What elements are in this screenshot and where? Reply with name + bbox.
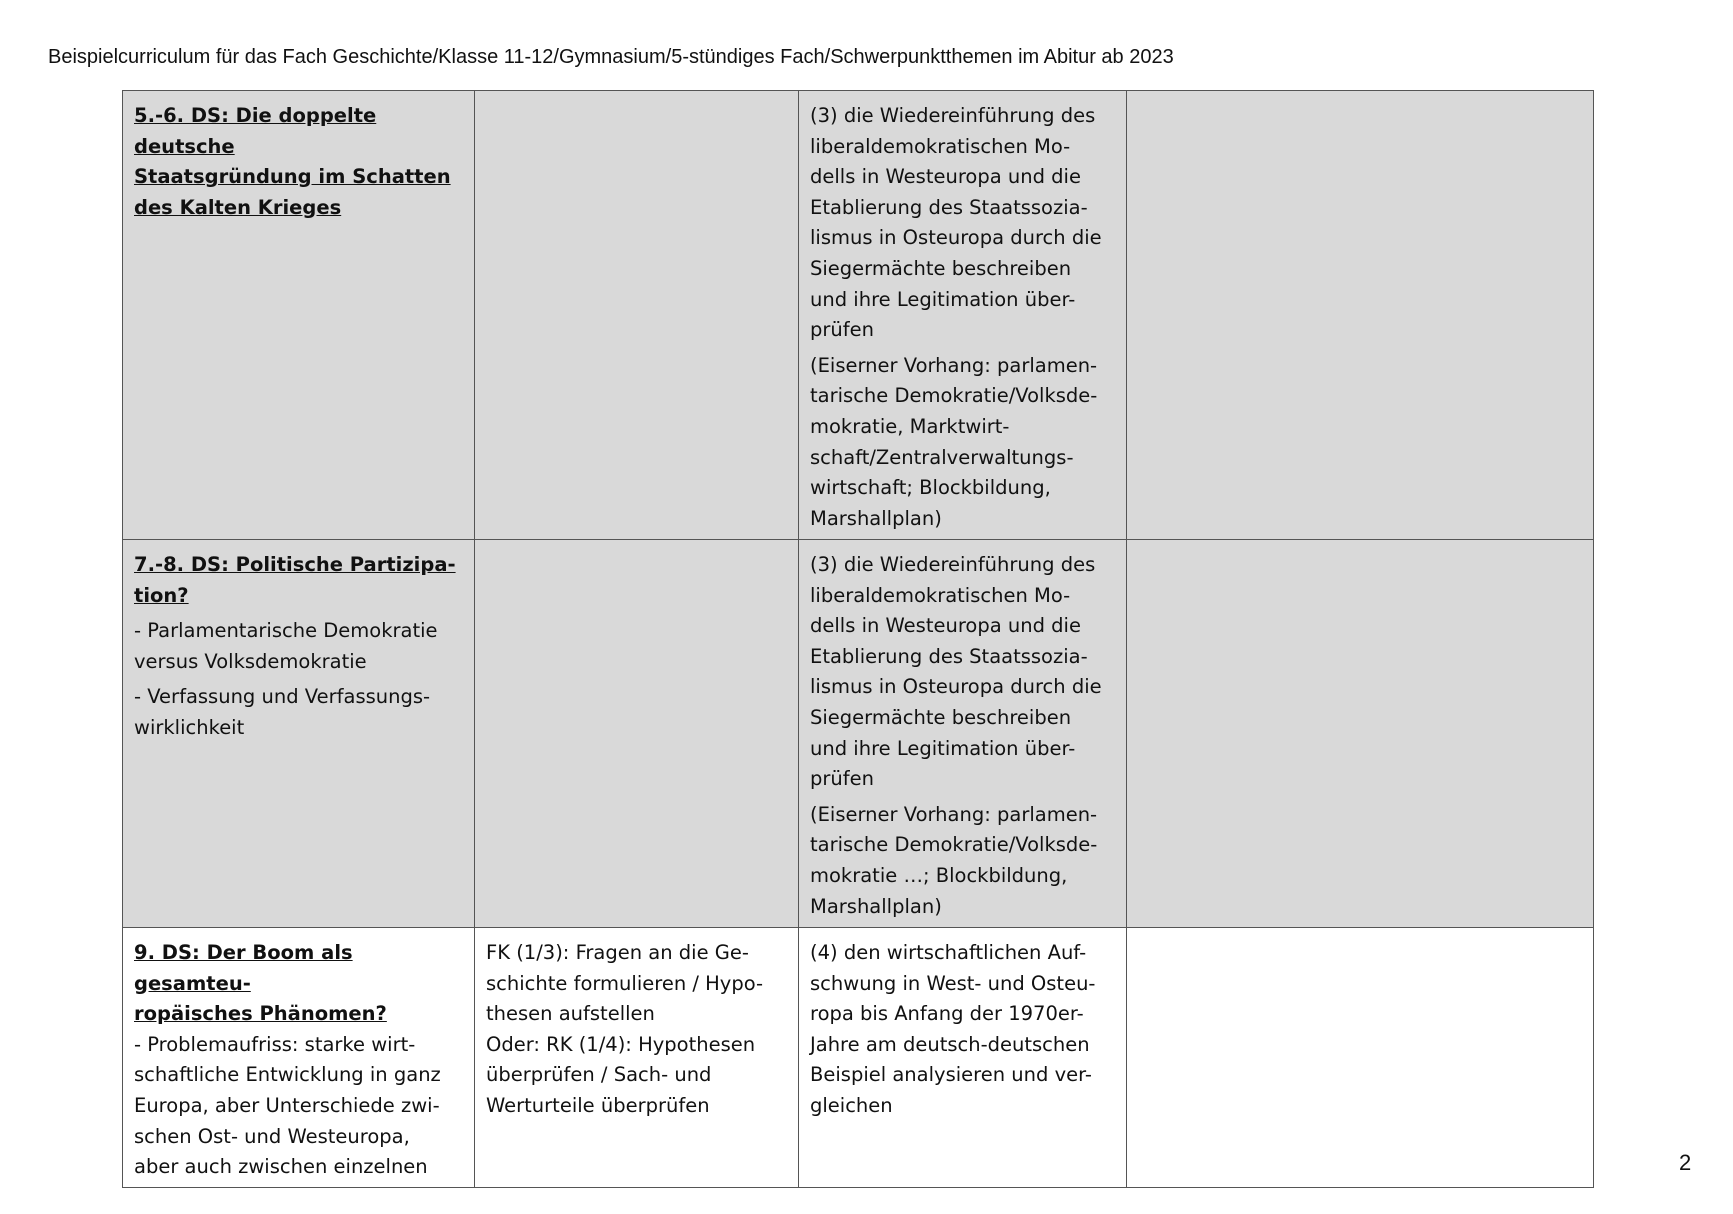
- table-row: [123, 928, 1594, 1188]
- topic-title: 7.-8. DS: Politische Partizipa- tion?: [134, 553, 456, 607]
- notes-cell: [1127, 91, 1594, 540]
- notes-cell: [1127, 540, 1594, 928]
- topic-cell: [123, 91, 475, 540]
- standard-note: (Eiserner Vorhang: parlamen- tarische Demokratie/Volksde- mokratie, Marktwirt- schaft/Zentralverwaltungs- wirtschaft; Blockbildung, Marshallplan): [810, 353, 1098, 530]
- page-number: 2: [1679, 1150, 1692, 1175]
- standard-cell: [799, 928, 1127, 1188]
- topic-title: 9. DS: Der Boom als gesamteu- ropäisches Phänomen?: [134, 941, 387, 1026]
- topic-body: - Problemaufriss: starke wirt- schaftliche Entwicklung in ganz Europa, aber Unterschiede zwi- schen Ost- und Westeuropa, aber auch zwischen einzelnen: [134, 1032, 441, 1179]
- page-header: Beispielcurriculum für das Fach Geschichte/Klasse 11-12/Gymnasium/5-stündiges Fach/Schwerpunktthemen im Abitur ab 2023: [48, 46, 1174, 68]
- topic-cell: [123, 928, 475, 1188]
- standard-text: (3) die Wiedereinführung des liberaldemokratischen Mo- dells in Westeuropa und die Etablierung des Staatssozia- lismus in Osteuropa durch die Siegermächte beschreiben und ihre Legitimation über- prüfen: [810, 104, 1102, 342]
- competence-cell: [475, 928, 799, 1188]
- standard-cell: [799, 540, 1127, 928]
- standard-text: (3) die Wiedereinführung des liberaldemokratischen Mo- dells in Westeuropa und die Etablierung des Staatssozia- lismus in Osteuropa durch die Siegermächte beschreiben und ihre Legitimation über- prüfen: [810, 553, 1102, 791]
- notes-cell: [1127, 928, 1594, 1188]
- competence-text: FK (1/3): Fragen an die Ge- schichte formulieren / Hypo- thesen aufstellen Oder: RK (1/4): Hypothesen überprüfen / Sach- und Werturteile überprüfen: [486, 941, 764, 1117]
- standard-text: (4) den wirtschaftlichen Auf- schwung in West- und Osteu- ropa bis Anfang der 1970er- Jahre am deutsch-deutschen Beispiel analysieren und ver- gleichen: [810, 941, 1096, 1117]
- table-row: [123, 91, 1594, 540]
- table-row: [123, 540, 1594, 928]
- topic-cell: [123, 540, 475, 928]
- topic-title: 5.-6. DS: Die doppelte deutsche Staatsgründung im Schatten des Kalten Krieges: [134, 104, 451, 219]
- topic-bullet: - Parlamentarische Demokratie versus Volksdemokratie: [134, 619, 438, 673]
- topic-bullet: - Verfassung und Verfassungs- wirklichkeit: [134, 685, 431, 739]
- curriculum-table: [122, 90, 1594, 1188]
- competence-cell: [475, 540, 799, 928]
- standard-note: (Eiserner Vorhang: parlamen- tarische Demokratie/Volksde- mokratie …; Blockbildung, Marshallplan): [810, 802, 1098, 918]
- competence-cell: [475, 91, 799, 540]
- standard-cell: [799, 91, 1127, 540]
